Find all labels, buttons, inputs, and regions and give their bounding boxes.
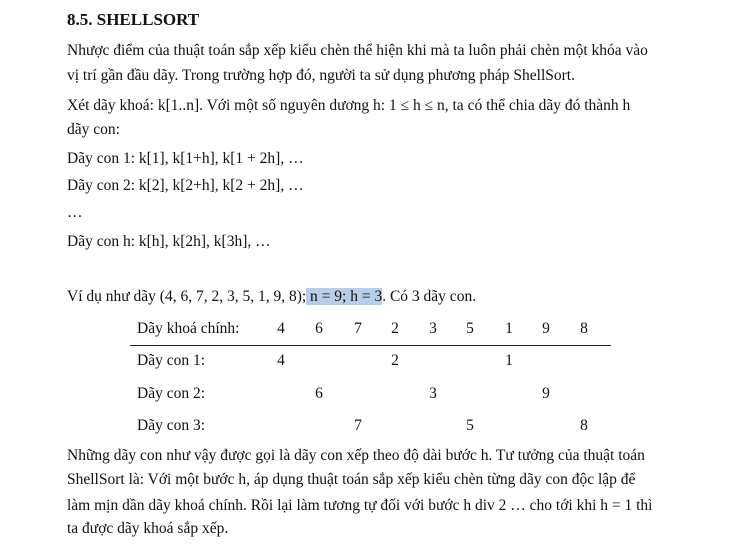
example-line xyxy=(67,287,476,307)
table-cell: 3 xyxy=(429,385,437,402)
paragraph-3-line-4: ta được dãy khoá sắp xếp. xyxy=(67,520,229,537)
table-cell: 4 xyxy=(277,352,285,369)
paragraph-2-line-2: dãy con: xyxy=(67,121,120,138)
table-header-cell: 2 xyxy=(391,320,399,337)
table-header-cell: 3 xyxy=(429,320,437,337)
highlighted-text: n = 9; h = 3 xyxy=(306,288,383,305)
subsequence-line-2: Dãy con 2: k[2], k[2+h], k[2 + 2h], … xyxy=(67,177,304,194)
table-header-cell: 7 xyxy=(354,320,362,337)
subsequence-line-1: Dãy con 1: k[1], k[1+h], k[1 + 2h], … xyxy=(67,150,304,167)
subsequence-line-h: Dãy con h: k[h], k[2h], k[3h], … xyxy=(67,233,271,250)
table-header-cell: 4 xyxy=(277,320,285,337)
paragraph-1-line-2: vị trí gần đầu dãy. Trong trường hợp đó, người ta sử dụng phương pháp ShellSort. xyxy=(67,67,575,84)
paragraph-3-line-1: Những dãy con như vậy được gọi là dãy con xếp theo độ dài bước h. Tư tưởng của thuật toán xyxy=(67,447,645,464)
table-cell: 6 xyxy=(315,385,323,402)
table-cell: 9 xyxy=(542,385,550,402)
table-header-cell: 5 xyxy=(466,320,474,337)
paragraph-2-line-1: Xét dãy khoá: k[1..n]. Với một số nguyên dương h: 1 ≤ h ≤ n, ta có thể chia dãy đó thành h xyxy=(67,97,631,114)
example-text: Ví dụ như dãy (4, 6, 7, 2, 3, 5, 1, 9, 8); xyxy=(67,288,307,305)
paragraph-3-line-2: ShellSort là: Với một bước h, áp dụng thuật toán sắp xếp kiểu chèn từng dãy con độc lập để xyxy=(67,471,636,488)
table-header-cell: 8 xyxy=(580,320,588,337)
table-header-label: Dãy khoá chính: xyxy=(137,320,240,337)
table-cell: 8 xyxy=(580,417,588,434)
subsequence-ellipsis: … xyxy=(67,204,83,221)
table-header-cell: 9 xyxy=(542,320,550,337)
table-cell: 7 xyxy=(354,417,362,434)
table-row-label: Dãy con 3: xyxy=(137,417,206,434)
table-cell: 2 xyxy=(391,352,399,369)
table-row-label: Dãy con 2: xyxy=(137,385,206,402)
table-row-label: Dãy con 1: xyxy=(137,352,206,369)
table-cell: 5 xyxy=(466,417,474,434)
section-heading: 8.5. SHELLSORT xyxy=(67,10,200,29)
paragraph-1-line-1: Nhược điểm của thuật toán sắp xếp kiểu chèn thể hiện khi mà ta luôn phải chèn một khóa vào xyxy=(67,42,648,59)
table-cell: 1 xyxy=(505,352,513,369)
example-tail: . Có 3 dãy con. xyxy=(382,288,477,305)
paragraph-3-line-3: làm mịn dần dãy khoá chính. Rồi lại làm tương tự đối với bước h div 2 … cho tới khi h = 1 thì xyxy=(67,497,653,514)
table-divider xyxy=(130,345,611,346)
table-header-cell: 1 xyxy=(505,320,513,337)
table-header-cell: 6 xyxy=(315,320,323,337)
